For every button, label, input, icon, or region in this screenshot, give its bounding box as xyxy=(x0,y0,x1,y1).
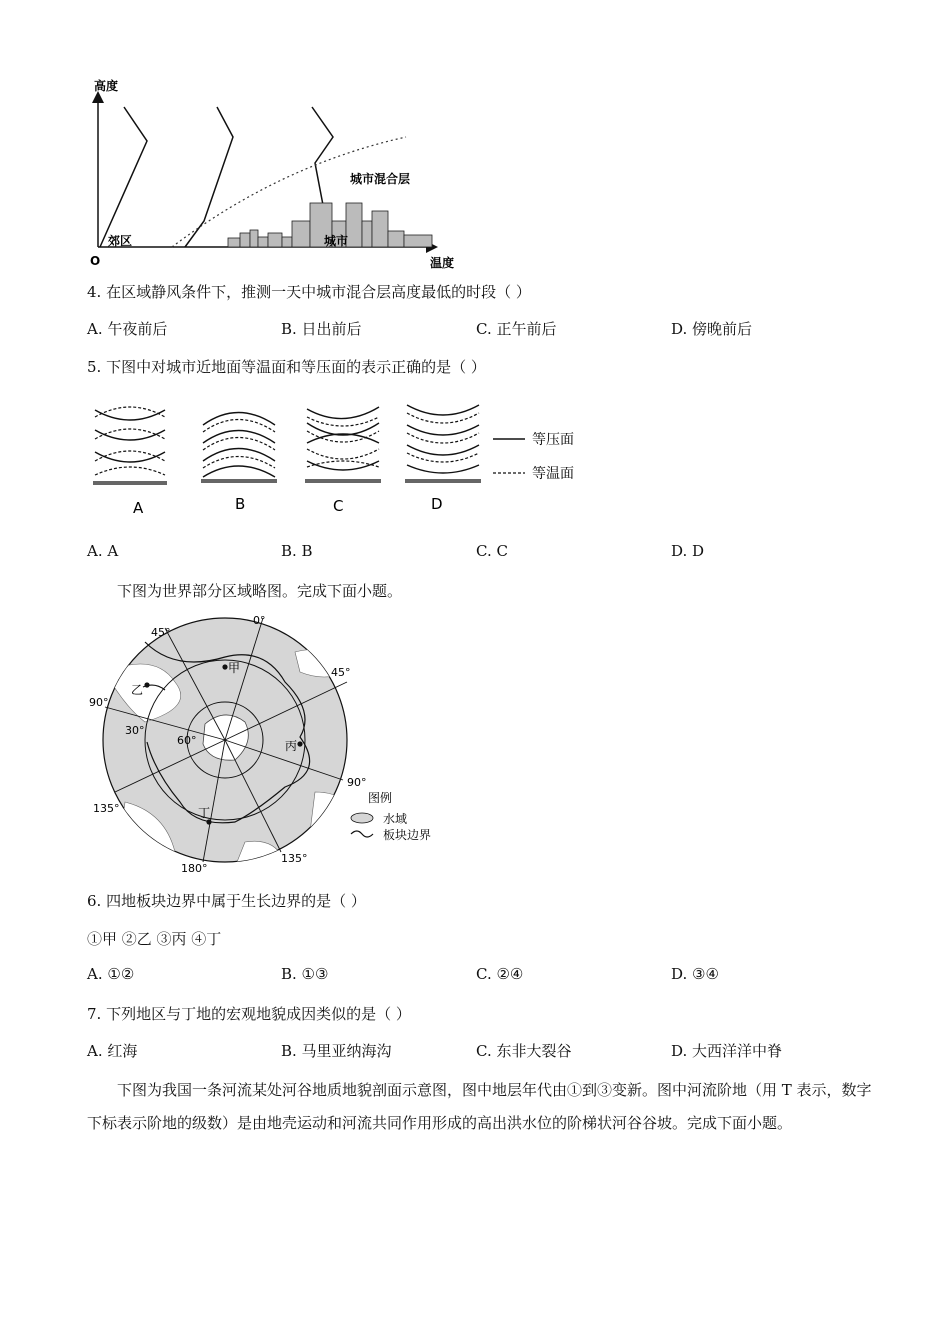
q6-option-b[interactable]: B. ①③ xyxy=(281,965,329,983)
q5-option-b[interactable]: B. B xyxy=(281,542,313,560)
place-jia: 甲 xyxy=(228,661,241,675)
q6-stem: 6. 四地板块边界中属于生长边界的是（ ） xyxy=(87,892,366,910)
q6-items: ①甲 ②乙 ③丙 ④丁 xyxy=(87,930,222,948)
place-ding: 丁 xyxy=(198,806,211,820)
mixing-layer-label: 城市混合层 xyxy=(350,172,411,186)
label-45-right: 45° xyxy=(331,666,351,679)
q5-option-d[interactable]: D. D xyxy=(671,542,705,560)
q7-option-a[interactable]: A. 红海 xyxy=(87,1042,138,1060)
map-legend-title: 图例 xyxy=(368,791,393,805)
origin-label: O xyxy=(90,254,101,268)
label-90-left: 90° xyxy=(89,696,109,709)
panel-label-b: B xyxy=(235,495,246,513)
legend-isobar: 等压面 xyxy=(532,432,574,448)
q4-option-c[interactable]: C. 正午前后 xyxy=(476,320,557,338)
panel-a xyxy=(93,407,167,517)
panel-label-c: C xyxy=(333,497,344,515)
q5-option-a[interactable]: A. A xyxy=(87,542,119,560)
temperature-profile-2 xyxy=(185,107,233,247)
label-45-left: 45° xyxy=(151,626,171,639)
polar-region-map xyxy=(85,612,485,877)
place-yi: 乙 xyxy=(131,683,144,697)
city-label: 城市 xyxy=(324,234,349,248)
label-0: 0° xyxy=(253,614,266,627)
panel-d xyxy=(405,405,481,513)
panel-c xyxy=(305,407,381,515)
y-axis-label: 高度 xyxy=(94,79,119,93)
temperature-profile-1 xyxy=(100,107,147,247)
map-intro: 下图为世界部分区域略图。完成下面小题。 xyxy=(117,582,403,600)
label-90-right: 90° xyxy=(347,776,367,789)
isobar-isotherm-panels xyxy=(85,395,595,525)
legend-isotherm: 等温面 xyxy=(532,466,574,482)
label-60: 60° xyxy=(177,734,197,747)
q6-option-d[interactable]: D. ③④ xyxy=(671,965,719,983)
label-30: 30° xyxy=(125,724,145,737)
suburb-label: 郊区 xyxy=(108,234,133,248)
q5-stem: 5. 下图中对城市近地面等温面和等压面的表示正确的是（ ） xyxy=(87,358,486,376)
label-135-left: 135° xyxy=(93,802,120,815)
panel-b xyxy=(201,413,277,514)
q4-option-d[interactable]: D. 傍晚前后 xyxy=(671,320,753,338)
q7-option-d[interactable]: D. 大西洋洋中脊 xyxy=(671,1042,783,1060)
q6-option-a[interactable]: A. ①② xyxy=(87,965,135,983)
urban-mixing-layer-diagram xyxy=(80,75,480,275)
q7-stem: 7. 下列地区与丁地的宏观地貌成因类似的是（ ） xyxy=(87,1005,411,1023)
q4-option-b[interactable]: B. 日出前后 xyxy=(281,320,362,338)
place-bing: 丙 xyxy=(285,739,298,753)
label-180: 180° xyxy=(181,862,208,875)
q7-option-b[interactable]: B. 马里亚纳海沟 xyxy=(281,1042,392,1060)
x-axis-label: 温度 xyxy=(430,256,455,270)
q7-option-c[interactable]: C. 东非大裂谷 xyxy=(476,1042,572,1060)
map-legend-boundary: 板块边界 xyxy=(383,828,432,842)
river-intro: 下图为我国一条河流某处河谷地质地貌剖面示意图，图中地层年代由①到③变新。图中河流阶地（用 T 表示，数字下标表示阶地的级数）是由地壳运动和河流共同作用形成的高出洪水位的阶梯状河谷谷坡。完成下面小题。 xyxy=(87,1081,872,1132)
panel-label-a: A xyxy=(133,499,144,517)
q5-option-c[interactable]: C. C xyxy=(476,542,508,560)
q6-option-c[interactable]: C. ②④ xyxy=(476,965,524,983)
q4-option-a[interactable]: A. 午夜前后 xyxy=(87,320,168,338)
map-legend-water: 水域 xyxy=(383,812,408,826)
panel-label-d: D xyxy=(431,495,443,513)
q4-stem: 4. 在区域静风条件下，推测一天中城市混合层高度最低的时段（ ） xyxy=(87,283,531,301)
label-135-right: 135° xyxy=(281,852,308,865)
